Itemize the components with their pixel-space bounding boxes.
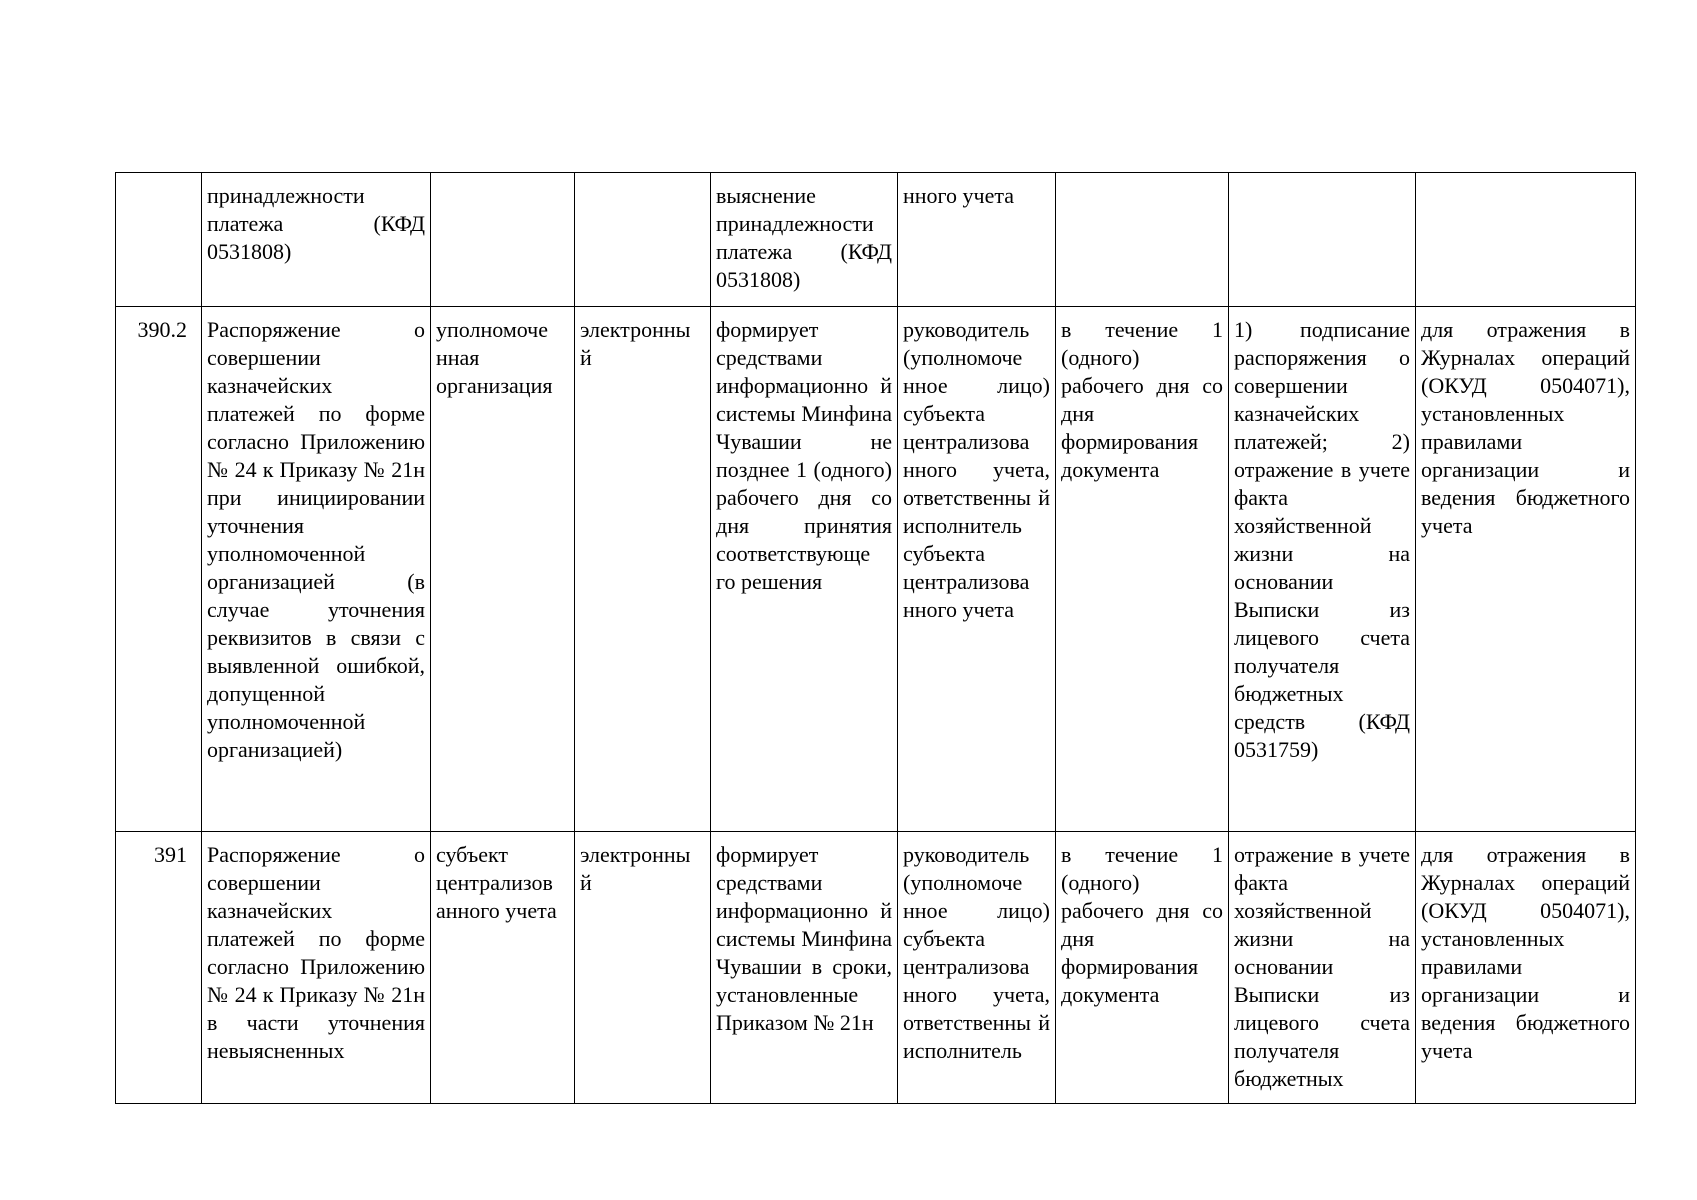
purpose-cell: для отражения в Журналах операций (ОКУД 0504071), установленных правилами организации и ведения бюджетного учета xyxy=(1416,832,1636,1104)
operations-cell: 1) подписание распоряжения о совершении казначейских платежей; 2) отражение в учете факта хозяйственной жизни на основании Выписки из лицевого счета получателя бюджетных средств (КФД 0531759) xyxy=(1229,307,1416,832)
responsible-cell: нного учета xyxy=(898,173,1056,307)
compiler-cell: уполномоче нная организация xyxy=(431,307,575,832)
document-name-cell: Распоряжение о совершении казначейских платежей по форме согласно Приложению № 24 к Приказу № 21н в части уточнения невыясненных xyxy=(202,832,431,1104)
table-row xyxy=(116,832,1636,1104)
table-row xyxy=(116,307,1636,832)
action-cell: формирует средствами информационно й системы Минфина Чувашии в сроки, установленные Приказом № 21н xyxy=(711,832,898,1104)
responsible-cell: руководитель (уполномоче нное лицо) субъекта централизова нного учета, ответственны й исполнитель субъекта централизова нного учета xyxy=(898,307,1056,832)
deadline-cell xyxy=(1056,173,1229,307)
row-number-cell: 391 xyxy=(116,832,202,1104)
operations-cell xyxy=(1229,173,1416,307)
purpose-cell: для отражения в Журналах операций (ОКУД 0504071), установленных правилами организации и ведения бюджетного учета xyxy=(1416,307,1636,832)
form-cell: электронны й xyxy=(575,832,711,1104)
form-cell xyxy=(575,173,711,307)
deadline-cell: в течение 1 (одного) рабочего дня со дня формирования документа xyxy=(1056,832,1229,1104)
table-row xyxy=(116,173,1636,307)
compiler-cell: субъект централизов анного учета xyxy=(431,832,575,1104)
document-table xyxy=(115,172,1636,1104)
document-name-cell: принадлежности платежа (КФД 0531808) xyxy=(202,173,431,307)
compiler-cell xyxy=(431,173,575,307)
document-name-cell: Распоряжение о совершении казначейских платежей по форме согласно Приложению № 24 к Приказу № 21н при инициировании уточнения уполномоченной организацией (в случае уточнения реквизитов в связи с выявленной ошибкой, допущенной уполномоченной организацией) xyxy=(202,307,431,832)
purpose-cell xyxy=(1416,173,1636,307)
deadline-cell: в течение 1 (одного) рабочего дня со дня формирования документа xyxy=(1056,307,1229,832)
row-number-cell xyxy=(116,173,202,307)
row-number-cell: 390.2 xyxy=(116,307,202,832)
operations-cell: отражение в учете факта хозяйственной жизни на основании Выписки из лицевого счета получателя бюджетных xyxy=(1229,832,1416,1104)
action-cell: формирует средствами информационно й системы Минфина Чувашии не позднее 1 (одного) рабочего дня со дня принятия соответствующе го решения xyxy=(711,307,898,832)
action-cell: выяснение принадлежности платежа (КФД 0531808) xyxy=(711,173,898,307)
responsible-cell: руководитель (уполномоче нное лицо) субъекта централизова нного учета, ответственны й исполнитель xyxy=(898,832,1056,1104)
form-cell: электронны й xyxy=(575,307,711,832)
